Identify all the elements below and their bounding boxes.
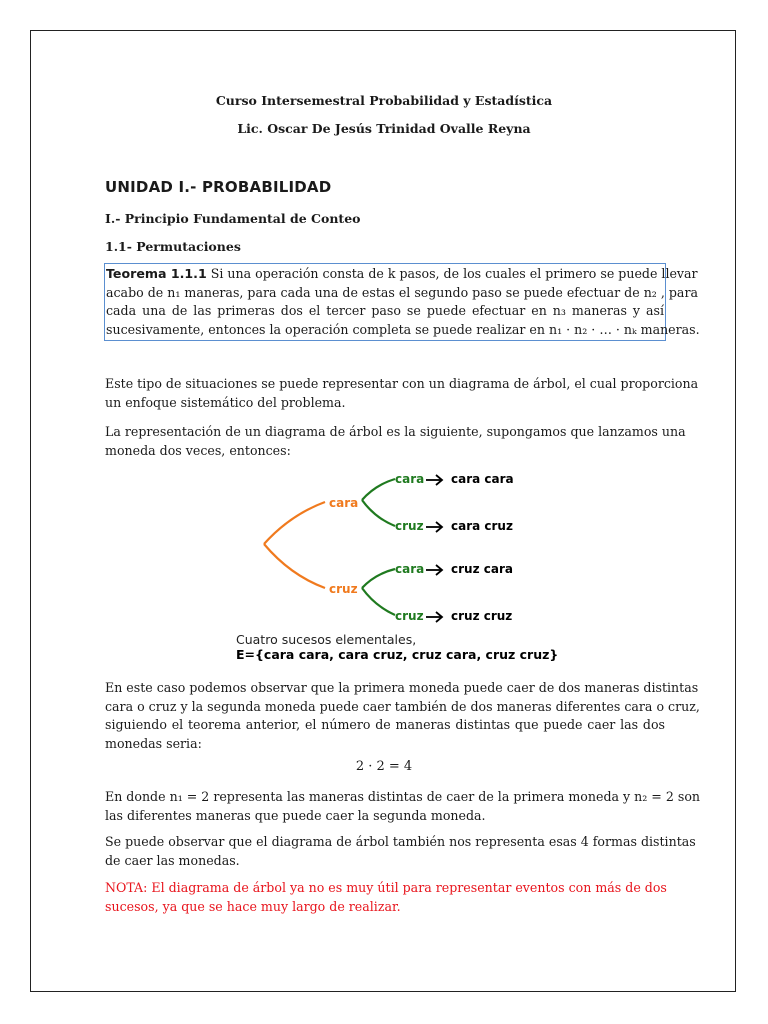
- branch-level2-cara-cruz: [362, 500, 395, 526]
- arrow-icon: [426, 522, 442, 532]
- theorem-line-4: sucesivamente, entonces la operación completa se puede realizar en n₁ · n₂ · … · nₖ maneras.: [106, 321, 700, 337]
- sample-space: E={cara cara, cara cruz, cruz cara, cruz cruz}: [236, 647, 559, 662]
- branch-level1-cruz: [264, 544, 325, 588]
- paragraph-line: cara o cruz y la segunda moneda puede caer también de dos maneras diferentes cara o cruz,: [105, 698, 700, 714]
- theorem-label: Teorema 1.1.1: [106, 266, 207, 281]
- tree-level2-label: cruz: [395, 519, 424, 533]
- tree-outcome: cara cruz: [451, 519, 513, 533]
- branch-level2-cruz-cara: [362, 569, 395, 588]
- tree-caption: Cuatro sucesos elementales,: [236, 632, 417, 647]
- note-line: NOTA: El diagrama de árbol ya no es muy útil para representar eventos con más de dos: [105, 880, 667, 895]
- paragraph-line: En donde n₁ = 2 representa las maneras distintas de caer de la primera moneda y n₂ = 2 son: [105, 789, 701, 804]
- tree-level2-label: cara: [395, 472, 425, 486]
- theorem-line-1: Si una operación consta de k pasos, de los cuales el primero se puede llevar: [206, 266, 698, 281]
- paragraph-conclusion: [105, 833, 696, 870]
- paragraph-line: Este tipo de situaciones se puede representar con un diagrama de árbol, el cual proporciona: [105, 376, 699, 391]
- unit-title: UNIDAD I.- PROBABILIDAD: [105, 178, 332, 196]
- arrow-icon: [426, 475, 442, 485]
- course-title: Curso Intersemestral Probabilidad y Estadística: [215, 93, 553, 108]
- tree-outcome: cara cara: [451, 472, 514, 486]
- paragraph-line: La representación de un diagrama de árbol es la siguiente, supongamos que lanzamos una: [105, 424, 686, 439]
- arrow-icon: [426, 565, 442, 575]
- tree-outcome: cruz cara: [451, 562, 513, 576]
- paragraph-line: En este caso podemos observar que la primera moneda puede caer de dos maneras distintas: [105, 680, 699, 695]
- tree-level1-label: cara: [329, 496, 359, 510]
- tree-level2-label: cara: [395, 562, 425, 576]
- tree-level2-label: cruz: [395, 609, 424, 623]
- paragraph-line: las diferentes maneras que puede caer la segunda moneda.: [105, 807, 486, 823]
- theorem-line-2: acabo de n₁ maneras, para cada una de estas el segundo paso se puede efectuar de n₂ , para: [106, 284, 698, 300]
- paragraph-line: un enfoque sistemático del problema.: [105, 394, 346, 410]
- note-line: sucesos, ya que se hace muy largo de realizar.: [105, 898, 401, 914]
- paragraph-line: moneda dos veces, entonces:: [105, 442, 291, 458]
- paragraph-line: monedas seria:: [105, 735, 202, 751]
- branch-level2-cruz-cruz: [362, 588, 395, 615]
- branch-level1-cara: [264, 502, 325, 544]
- tree-level1-label: cruz: [329, 582, 358, 596]
- instructor-name: Lic. Oscar De Jesús Trinidad Ovalle Reyna: [237, 121, 531, 136]
- paragraph-line: siguiendo el teorema anterior, el número de maneras distintas que puede caer las dos: [105, 717, 665, 732]
- tree-outcome: cruz cruz: [451, 609, 513, 623]
- subsection-title: 1.1- Permutaciones: [105, 239, 241, 254]
- equation: 2 · 2 = 4: [355, 759, 413, 774]
- arrow-icon: [426, 612, 442, 622]
- paragraph-definitions: [105, 788, 701, 825]
- paragraph-explanation: [105, 679, 700, 753]
- section-title: I.- Principio Fundamental de Conteo: [105, 211, 361, 226]
- paragraph-line: Se puede observar que el diagrama de árbol también nos representa esas 4 formas distintas: [105, 834, 696, 849]
- note-paragraph: [105, 879, 665, 916]
- theorem-line-3: cada una de las primeras dos el tercer paso se puede efectuar en n₃ maneras y así: [106, 303, 664, 318]
- branch-level2-cara-cara: [362, 479, 395, 500]
- paragraph-line: de caer las monedas.: [105, 852, 240, 868]
